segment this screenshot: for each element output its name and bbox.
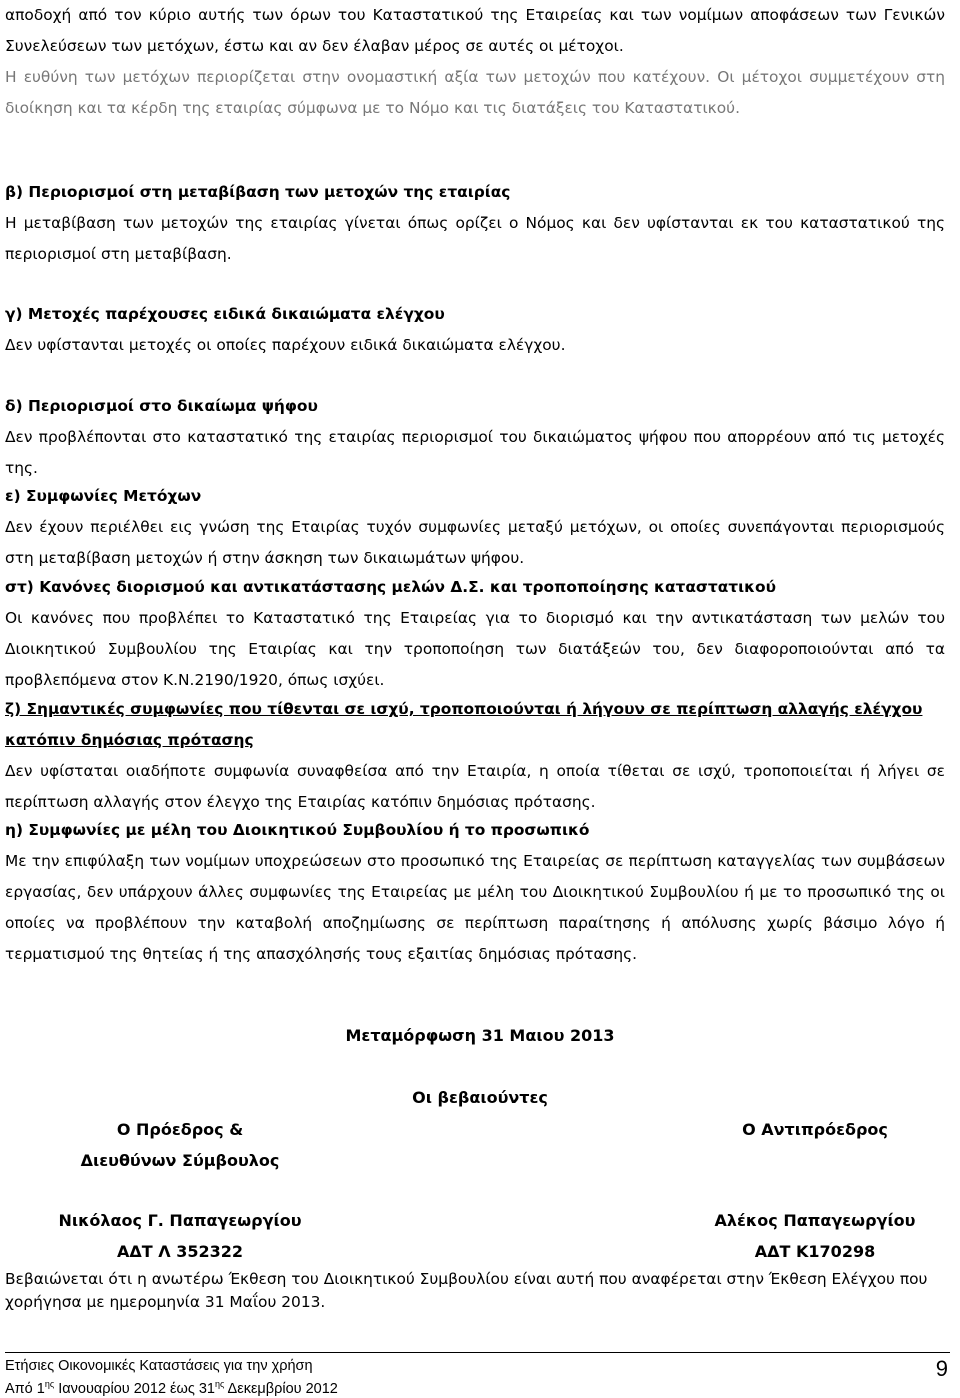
certifiers-label: Οι βεβαιούντες	[412, 1088, 548, 1107]
intro-paragraph-2: Η ευθύνη των μετόχων περιορίζεται στην ονομαστική αξία των μετοχών που κατέχουν. Οι μέτοχοι συμμετέχουν στη διοίκηση και τα κέρδη της εταιρίας σύμφωνα με το Νόμο και τις διατάξεις του Καταστατικού.	[5, 68, 945, 117]
right-signatory-name: Αλέκος Παπαγεωργίου	[714, 1211, 916, 1230]
section-e	[5, 481, 945, 574]
section-c-body: Δεν υφίστανται μετοχές οι οποίες παρέχουν ειδικά δικαιώματα ελέγχου.	[5, 336, 566, 354]
section-z-title: ζ) Σημαντικές συμφωνίες που τίθενται σε ισχύ, τροποποιούνται ή λήγουν σε περίπτωση αλλαγής ελέγχου κατόπιν δημόσιας πρότασης	[5, 700, 923, 749]
section-st-title: στ) Κανόνες διορισμού και αντικατάστασης μελών Δ.Σ. και τροποποίησης καταστατικού	[5, 578, 777, 596]
section-b	[5, 177, 945, 270]
place-date: Μεταμόρφωση 31 Μαιου 2013	[345, 1026, 615, 1045]
footer-end: Δεκεμβρίου 2012	[224, 1380, 338, 1397]
right-signatory-id: ΑΔΤ Κ170298	[754, 1242, 876, 1261]
page-number: 9	[935, 1356, 948, 1381]
section-z	[5, 694, 945, 818]
left-signatory-role-2: Διευθύνων Σύμβουλος	[80, 1151, 280, 1170]
footer-from: Από 1	[5, 1380, 45, 1397]
section-d-title: δ) Περιορισμοί στο δικαίωμα ψήφου	[5, 397, 318, 415]
section-e-body: Δεν έχουν περιέλθει εις γνώση της Εταιρίας τυχόν συμφωνίες μεταξύ μετόχων, οι οποίες συνεπάγονται περιορισμούς στη μεταβίβαση μετοχών ή στην άσκηση των δικαιωμάτων ψήφου.	[5, 518, 945, 567]
section-h-title: η) Συμφωνίες με μέλη του Διοικητικού Συμβουλίου ή το προσωπικό	[5, 821, 590, 839]
intro-block	[5, 0, 945, 124]
section-d-body: Δεν προβλέπονται στο καταστατικό της εταιρίας περιορισμοί του δικαιώματος ψήφου που απορρέουν από τις μετοχές της.	[5, 428, 945, 477]
certification-text: Βεβαιώνεται ότι η ανωτέρω Έκθεση του Διοικητικού Συμβουλίου είναι αυτή που αναφέρεται στην Έκθεση Ελέγχου που χορήγησα με ημερομηνία 31 Μαΐου 2013.	[5, 1270, 928, 1311]
left-signatory-name: Νικόλαος Γ. Παπαγεωργίου	[58, 1211, 302, 1230]
left-signatory-role-1: Ο Πρόεδρος &	[116, 1120, 244, 1139]
section-b-title: β) Περιορισμοί στη μεταβίβαση των μετοχών της εταιρίας	[5, 183, 511, 201]
footer-sup-2: ης	[214, 1379, 225, 1389]
intro-paragraph-1: αποδοχή από τον κύριο αυτής των όρων του Καταστατικού της Εταιρείας και των νομίμων αποφάσεων των Γενικών Συνελεύσεων των μετόχων, έστω και αν δεν έλαβαν μέρος σε αυτές οι μέτοχοι.	[5, 6, 945, 55]
footer-divider	[5, 1352, 950, 1353]
section-z-body: Δεν υφίσταται οιαδήποτε συμφωνία συναφθείσα από την Εταιρία, η οποία τίθεται σε ισχύ, τροποποιείται ή λήγει σε περίπτωση αλλαγής στον έλεγχο της Εταιρίας κατόπιν δημόσιας πρότασης.	[5, 762, 945, 811]
section-e-title: ε) Συμφωνίες Μετόχων	[5, 487, 202, 505]
section-c-title: γ) Μετοχές παρέχουσες ειδικά δικαιώματα ελέγχου	[5, 305, 445, 323]
certification-note	[5, 1268, 945, 1314]
section-c	[5, 299, 945, 361]
footer-line-1: Ετήσιες Οικονομικές Καταστάσεις για την χρήση	[5, 1358, 313, 1374]
section-h-body: Με την επιφύλαξη των νομίμων υποχρεώσεων στο προσωπικό της Εταιρείας σε περίπτωση καταγγελίας των συμβάσεων εργασίας, δεν υπάρχουν άλλες συμφωνίες της Εταιρείας με μέλη του Διοικητικού Συμβουλίου ή με το προσωπικό της οι οποίες να προβλέπουν την καταβολή αποζημίωσης σε περίπτωση παραίτησης ή απόλυσης χωρίς βάσιμο λόγο ή τερματισμού της θητείας ή της απασχόλησής τους εξαιτίας δημόσιας πρότασης.	[5, 852, 945, 963]
section-d	[5, 391, 945, 484]
section-st	[5, 572, 945, 696]
section-st-body: Οι κανόνες που προβλέπει το Καταστατικό της Εταιρείας για το διορισμό και την αντικατάσταση των μελών του Διοικητικού Συμβουλίου της Εταιρίας και την τροποποίηση των διατάξεών του, δεν διαφοροποιούνται από τα προβλεπόμενα στον Κ.Ν.2190/1920, όπως ισχύει.	[5, 609, 945, 689]
footer-to: Ιανουαρίου 2012 έως 31	[54, 1380, 215, 1397]
right-signatory-role: Ο Αντιπρόεδρος	[742, 1120, 888, 1139]
section-h	[5, 815, 945, 970]
section-b-body: Η μεταβίβαση των μετοχών της εταιρίας γίνεται όπως ορίζει ο Νόμος και δεν υφίστανται εκ του καταστατικού της περιορισμοί στη μεταβίβαση.	[5, 214, 945, 263]
left-signatory-id: ΑΔΤ Λ 352322	[117, 1242, 243, 1261]
footer-sup-1: ης	[44, 1379, 55, 1389]
